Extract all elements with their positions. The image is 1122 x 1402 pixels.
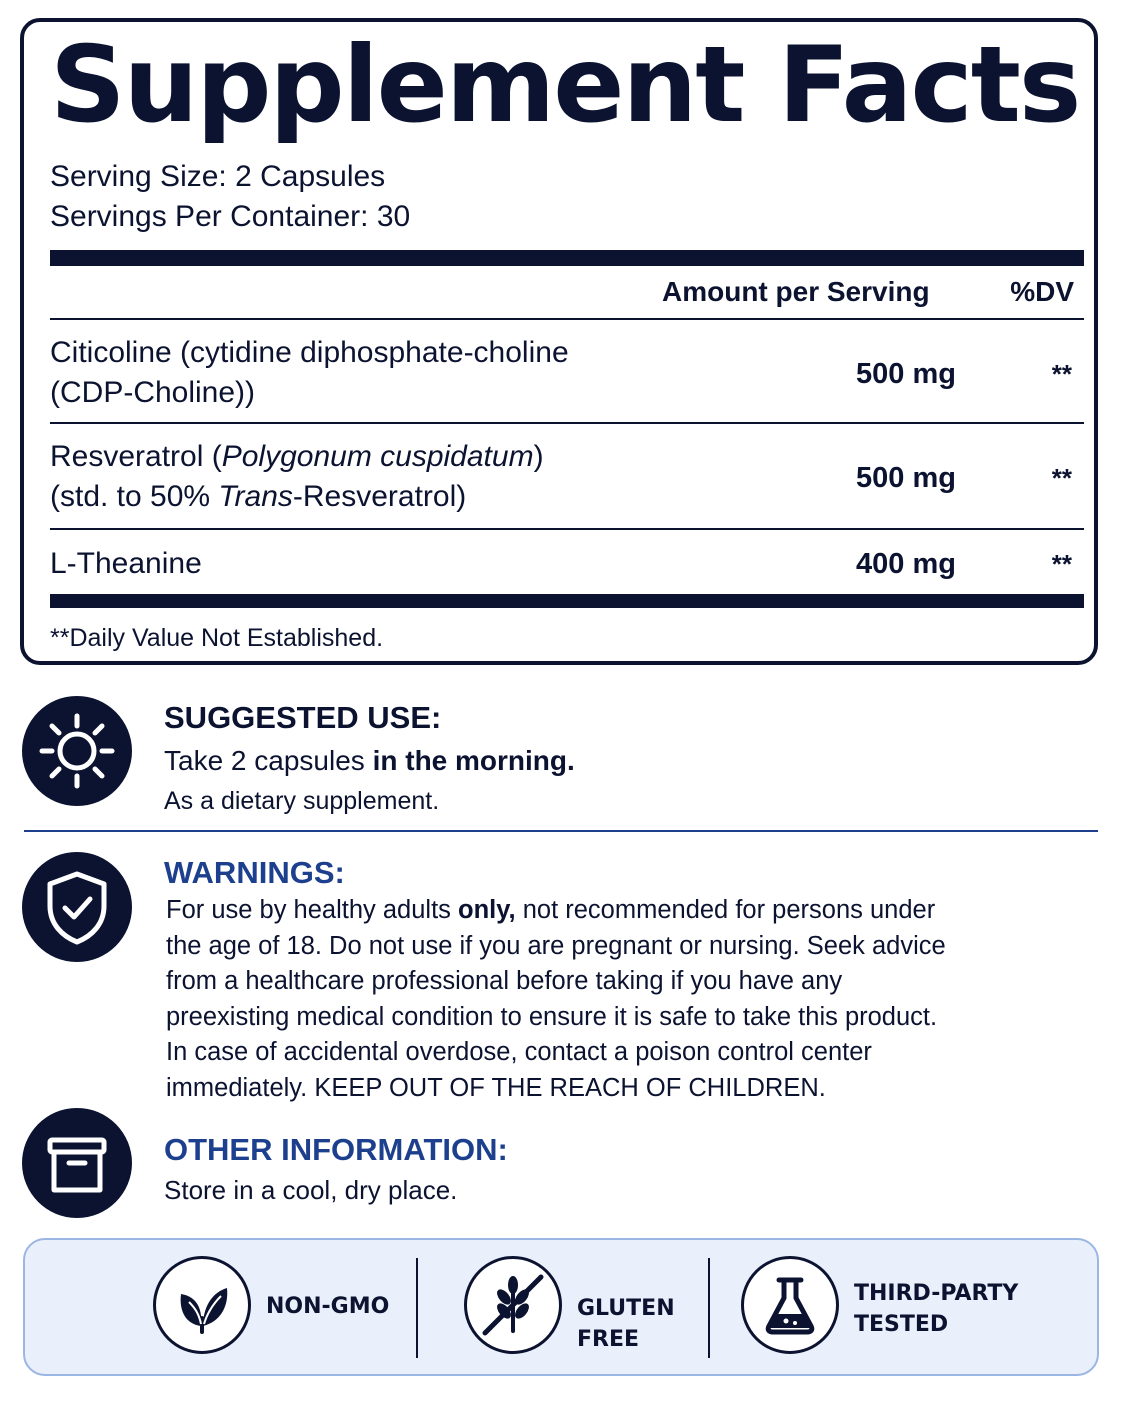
badge-label-gluten-free: GLUTEN FREE: [577, 1296, 675, 1352]
warnings-line: In case of accidental overdose, contact a poison control center: [166, 1038, 872, 1067]
ingredient-name-line2: (std. to 50% Trans-Resveratrol): [50, 480, 467, 513]
shield-check-icon: [22, 852, 132, 962]
warnings-line: from a healthcare professional before taking if you have any: [166, 967, 843, 996]
leaf-icon: [153, 1256, 251, 1354]
ingredient-amount: 500 mg: [856, 462, 956, 494]
servings-per-container: Servings Per Container: 30: [50, 200, 411, 233]
suggested-use-line2: As a dietary supplement.: [164, 787, 440, 815]
facts-thick-bar-top: [50, 250, 1084, 266]
warnings-text: [166, 893, 1046, 1107]
ingredient-name-line1: Citicoline (cytidine diphosphate-choline: [50, 336, 569, 369]
suggested-use-heading: SUGGESTED USE:: [164, 700, 442, 735]
ingredient-name-line1: Resveratrol (Polygonum cuspidatum): [50, 440, 544, 473]
facts-thick-bar-bottom: [50, 594, 1084, 608]
other-info-text: Store in a cool, dry place.: [164, 1175, 458, 1205]
sun-icon: [22, 696, 132, 806]
serving-size: Serving Size: 2 Capsules: [50, 160, 386, 193]
section-divider: [24, 830, 1098, 832]
warnings-line: preexisting medical condition to ensure it is safe to take this product.: [166, 1002, 938, 1031]
ingredient-name-line2: (CDP-Choline)): [50, 376, 256, 409]
flask-icon: [741, 1256, 839, 1354]
no-wheat-icon: [464, 1256, 562, 1354]
isomer-prefix: Trans: [218, 480, 293, 513]
facts-title: Supplement Facts: [50, 24, 1080, 146]
badges-panel: [23, 1238, 1099, 1376]
latin-name: Polygonum cuspidatum: [221, 440, 534, 473]
warnings-line: the age of 18. Do not use if you are pregnant or nursing. Seek advice: [166, 931, 946, 960]
warnings-line: immediately. KEEP OUT OF THE REACH OF CHILDREN.: [166, 1073, 826, 1102]
column-header-amount: Amount per Serving: [662, 276, 930, 307]
badge-separator: [708, 1258, 710, 1358]
facts-rule: [50, 528, 1084, 530]
ingredient-dv: **: [1051, 463, 1072, 493]
ingredient-amount: 400 mg: [856, 548, 956, 580]
ingredient-dv: **: [1051, 359, 1072, 389]
warnings-line: For use by healthy adults only, not recommended for persons under: [166, 896, 936, 924]
facts-rule: [50, 318, 1084, 320]
supplement-facts-panel: [20, 18, 1098, 665]
badge-separator: [416, 1258, 418, 1358]
badge-label-non-gmo: NON-GMO: [266, 1294, 390, 1319]
ingredient-name-line1: L-Theanine: [50, 547, 202, 580]
ingredient-dv: **: [1051, 549, 1072, 579]
ingredient-amount: 500 mg: [856, 358, 956, 390]
suggested-use-line1: Take 2 capsules in the morning.: [164, 745, 575, 776]
other-info-heading: OTHER INFORMATION:: [164, 1132, 508, 1167]
facts-rule: [50, 422, 1084, 424]
storage-box-icon: [22, 1108, 132, 1218]
column-header-dv: %DV: [1010, 276, 1074, 307]
footnote: **Daily Value Not Established.: [50, 624, 384, 652]
badge-label-third-party-tested: THIRD-PARTY TESTED: [854, 1281, 1019, 1337]
warnings-heading: WARNINGS:: [164, 855, 345, 890]
